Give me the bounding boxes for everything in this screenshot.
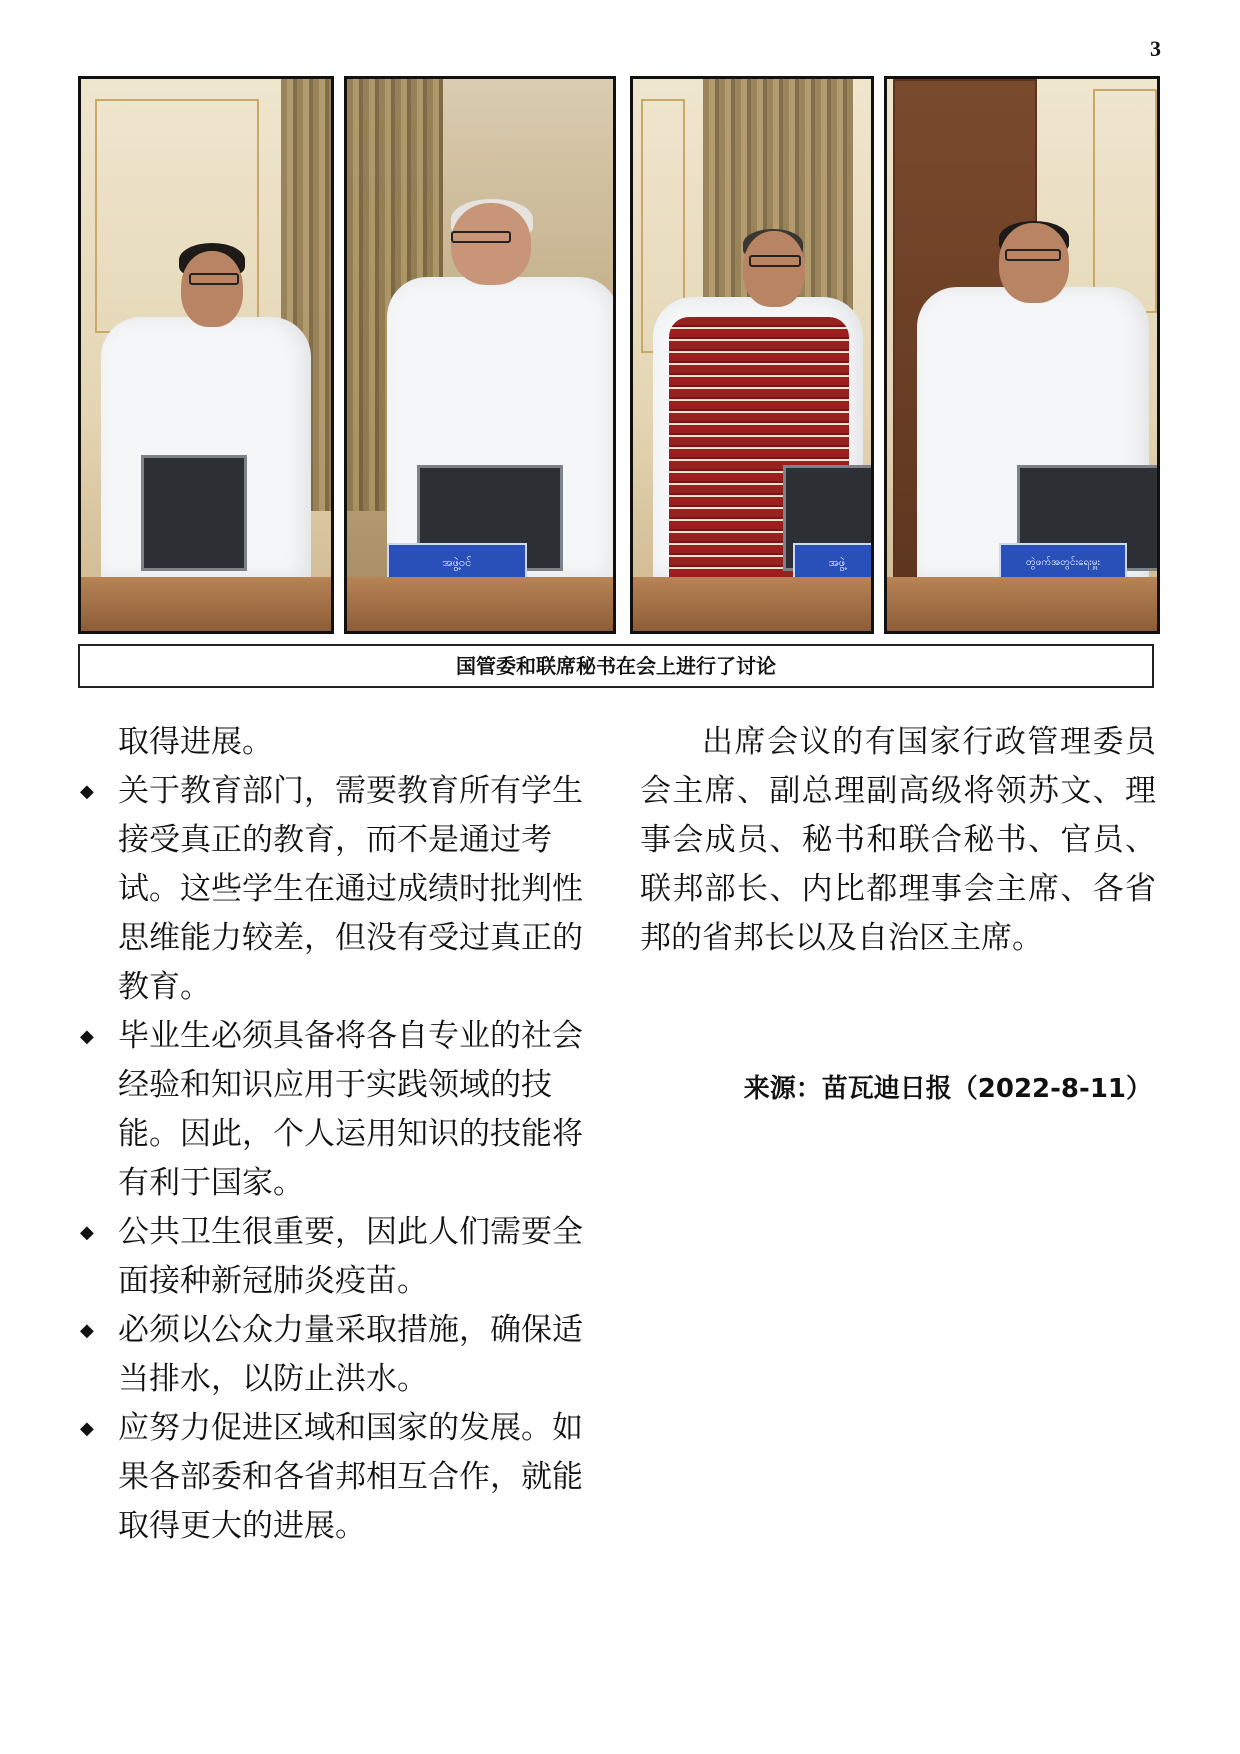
bullet-text: 毕业生必须具备将各自专业的社会经验和知识应用于实践领域的技能。因此，个人运用知识的技能将有利于国家。 [118, 1018, 583, 1201]
right-column [640, 718, 1156, 963]
attendees-paragraph: 出席会议的有国家行政管理委员会主席、副总理副高级将领苏文、理事会成员、秘书和联合秘书、官员、联邦部长、内比都理事会主席、各省邦的省邦长以及自治区主席。 [640, 724, 1156, 956]
nameplate: တွဲဖက်အတွင်းရေးမှူး [999, 543, 1127, 587]
source-citation: 来源：苗瓦迪日报（2022-8-11） [743, 1074, 1152, 1104]
diamond-bullet-icon: ◆ [80, 1320, 94, 1341]
photo-official-4 [884, 76, 1160, 634]
nameplate: အဖွဲ့ဝင် [387, 543, 527, 587]
diamond-bullet-icon: ◆ [80, 1026, 94, 1047]
bullet-item [74, 1404, 604, 1551]
bullet-text: 关于教育部门，需要教育所有学生接受真正的教育，而不是通过考试。这些学生在通过成绩时批判性思维能力较差，但没有受过真正的教育。 [118, 773, 583, 1005]
photo-official-3 [630, 76, 874, 634]
bullet-text: 公共卫生很重要，因此人们需要全面接种新冠肺炎疫苗。 [118, 1214, 583, 1299]
bullet-item [74, 1012, 604, 1208]
nameplate: အဖွဲ့ [793, 543, 874, 587]
intro-text: 取得进展。 [118, 724, 273, 760]
page-number: 3 [1150, 36, 1161, 61]
bullet-item [74, 1208, 604, 1306]
photo-official-2 [344, 76, 616, 634]
bullet-item [74, 1306, 604, 1404]
bullet-text: 必须以公众力量采取措施，确保适当排水，以防止洪水。 [118, 1312, 583, 1397]
left-column [74, 718, 604, 1551]
bullet-text: 应努力促进区域和国家的发展。如果各部委和各省邦相互合作，就能取得更大的进展。 [118, 1410, 583, 1544]
diamond-bullet-icon: ◆ [80, 1222, 94, 1243]
bullet-item [74, 767, 604, 1012]
photo-caption: 国管委和联席秘书在会上进行了讨论 [78, 644, 1154, 688]
diamond-bullet-icon: ◆ [80, 1418, 94, 1439]
diamond-bullet-icon: ◆ [80, 781, 94, 802]
photo-official-1 [78, 76, 334, 634]
